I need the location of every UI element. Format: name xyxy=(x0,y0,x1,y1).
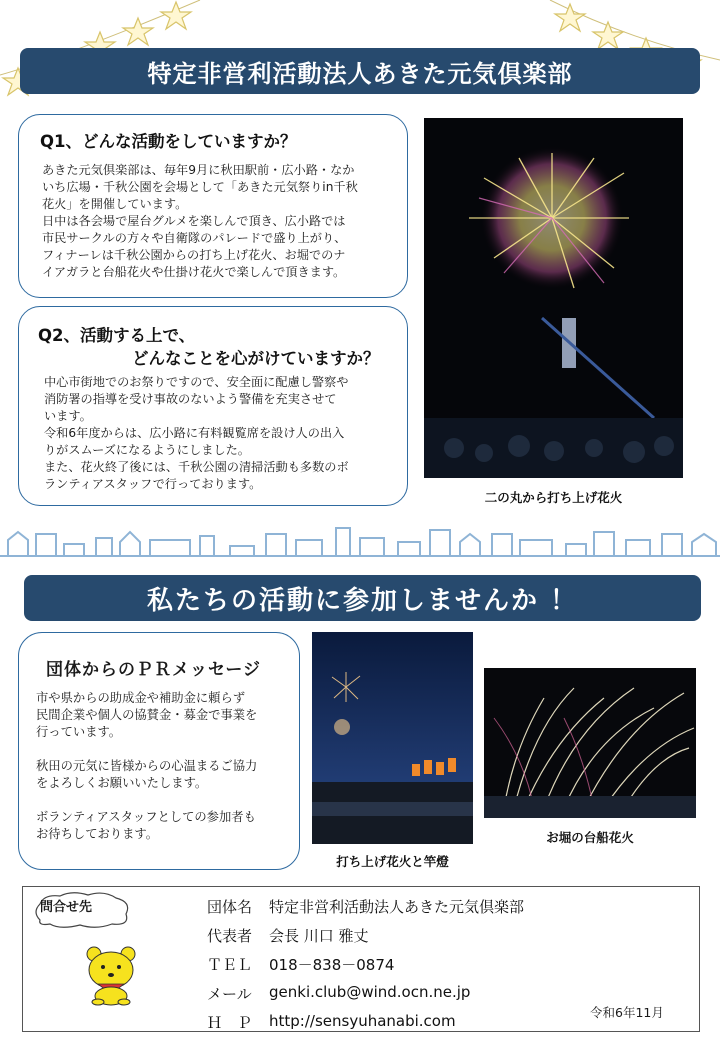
pr-line xyxy=(36,741,257,758)
pr-line: お待ちしております。 xyxy=(36,827,158,841)
q1-line: 花火」を開催しています。 xyxy=(42,197,188,211)
pr-line: 市や県からの助成金や補助金に頼らず xyxy=(36,691,246,705)
q1-line: フィナーレは千秋公園からの打ち上げ花火、お堀でのナ xyxy=(42,248,346,262)
contact-row-org xyxy=(207,896,524,917)
q2-line: ランティアスタッフで行っております。 xyxy=(44,477,262,491)
fireworks-moat-photo xyxy=(484,668,696,818)
pr-line: 民間企業や個人の協賛金・募金で事業を xyxy=(36,708,258,722)
photo-caption-moat: お堀の台船花火 xyxy=(546,830,634,845)
contact-heading: 問合せ先 xyxy=(40,900,93,915)
fireworks-kanto-photo xyxy=(312,632,473,844)
pr-line: 秋田の元気に皆様からの心温まるご協力 xyxy=(36,759,258,773)
contact-website-link[interactable]: http://sensyuhanabi.com xyxy=(269,1012,456,1030)
q1-line: 日中は各会場で屋台グルメを楽しんで頂き、広小路では xyxy=(42,214,346,228)
q1-text xyxy=(42,162,358,281)
pr-line: をよろしくお願いいたします。 xyxy=(36,776,208,790)
q1-line: あきた元気倶楽部は、毎年9月に秋田駅前・広小路・なか xyxy=(42,163,355,177)
contact-label: Ｈ Ｐ xyxy=(207,1014,253,1032)
contact-label: ＴＥＬ xyxy=(207,956,253,974)
contact-value: 特定非営利活動法人あきた元気倶楽部 xyxy=(269,898,525,916)
pr-title: 団体からのＰＲメッセージ xyxy=(46,660,261,680)
contact-value: 018－838－0874 xyxy=(269,956,395,974)
pr-line xyxy=(36,792,257,809)
photo-caption-kanto: 打ち上げ花火と竿燈 xyxy=(336,854,449,869)
contact-label: 代表者 xyxy=(207,927,253,945)
q2-line: りがスムーズになるようにしました。 xyxy=(44,443,250,457)
photo-caption-ninomaru: 二の丸から打ち上げ花火 xyxy=(484,490,623,505)
q2-line: います。 xyxy=(44,409,92,423)
q1-line: 市民サークルの方々や自衛隊のパレードで盛り上がり、 xyxy=(42,231,347,245)
q2-title-line1: Q2、活動する上で、 xyxy=(38,326,196,345)
join-us-title: 私たちの活動に参加しませんか ！ xyxy=(146,585,579,616)
contact-row-hp xyxy=(207,1012,456,1033)
contact-row-rep xyxy=(207,925,369,946)
contact-label: メール xyxy=(207,985,252,1003)
contact-row-mail xyxy=(207,983,470,1004)
contact-email-link[interactable]: genki.club@wind.ocn.ne.jp xyxy=(269,983,471,1001)
q1-title: Q1、どんな活動をしていますか？ xyxy=(40,132,297,151)
q2-line: 令和6年度からは、広小路に有料観覧席を設け人の出入 xyxy=(44,426,345,440)
page-title: 特定非営利活動法人あきた元気倶楽部 xyxy=(147,59,573,88)
page-title-banner xyxy=(20,48,700,94)
contact-row-tel xyxy=(207,954,394,975)
q2-text xyxy=(44,374,349,493)
q2-line: 消防署の指導を受け事故のないよう警備を充実させて xyxy=(44,392,337,406)
contact-value: 会長 川口 雅丈 xyxy=(269,927,369,945)
city-skyline-divider xyxy=(0,518,720,560)
join-us-banner xyxy=(24,575,701,621)
contact-label: 団体名 xyxy=(207,898,253,916)
fireworks-photo-ninomaru xyxy=(424,118,683,478)
pr-line: ボランティアスタッフとしての参加者も xyxy=(36,810,256,824)
bear-mascot-icon xyxy=(80,944,142,1006)
q2-title-line2: どんなことを心がけていますか？ xyxy=(132,349,380,368)
q2-line: 中心市街地でのお祭りですので、安全面に配慮し警察や xyxy=(44,375,349,389)
q2-line: また、花火終了後には、千秋公園の清掃活動も多数のボ xyxy=(44,460,349,474)
q1-line: いち広場・千秋公園を会場として「あきた元気祭りin千秋 xyxy=(42,180,358,194)
pr-line: 行っています。 xyxy=(36,725,122,739)
issue-date: 令和6年11月 xyxy=(590,1005,664,1020)
pr-text xyxy=(36,690,257,843)
q1-line: イアガラと台船花火や仕掛け花火で楽しんで頂きます。 xyxy=(42,265,346,279)
